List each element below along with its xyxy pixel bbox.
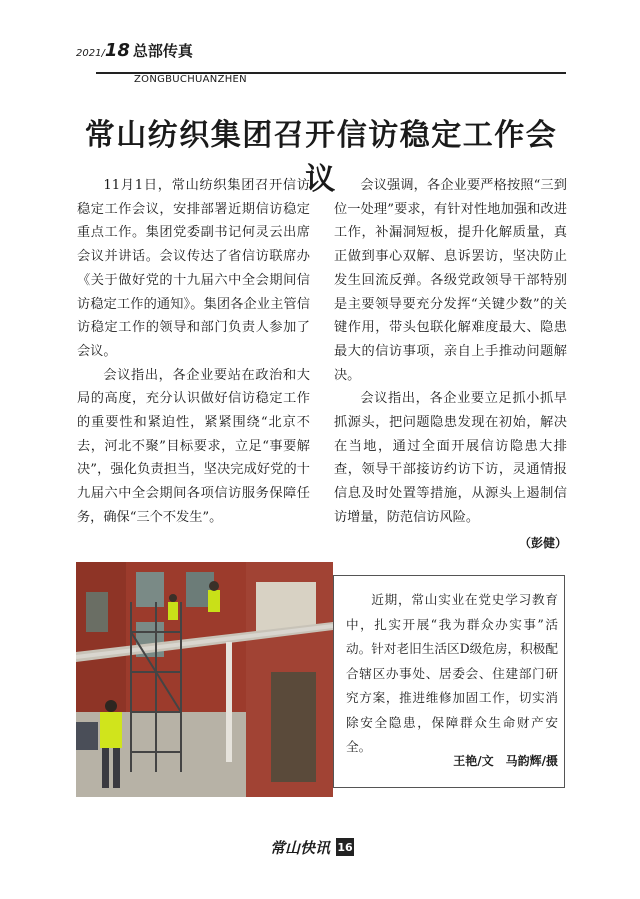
article-title: 常山纺织集团召开信访稳定工作会议 xyxy=(84,118,558,197)
header-year: 2021/ xyxy=(76,48,105,59)
photo-illustration xyxy=(76,562,333,797)
publication-name: 常山快讯 xyxy=(270,838,331,857)
repair-work-photo xyxy=(76,562,333,797)
article-column-left xyxy=(77,174,310,530)
photo-credit: 王艳/文 马韵辉/摄 xyxy=(453,754,558,768)
article-paragraph: 会议指出，各企业要立足抓小抓早抓源头，把问题隐患发现在初始，解决在当地，通过全面开展信访隐患大排查，领导干部接访约访下访，灵通情报信息及时处置等措施，从源头上遏制信访增量，防范信访风险。 xyxy=(334,391,567,525)
article-paragraph: 会议指出，各企业要站在政治和大局的高度，充分认识做好信访稳定工作的重要性和紧迫性，紧紧围绕“北京不去，河北不聚”目标要求，立足“事要解决”，强化负责担当，坚决完成好党的十九届六中全会期间各项信访服务保障任务，确保“三个不发生”。 xyxy=(77,367,310,525)
photo-caption-text: 近期，常山实业在党史学习教育中，扎实开展“我为群众办实事”活动。针对老旧生活区D级危房，积极配合辖区办事处、居委会、住建部门研究方案，推进维修加固工作，切实消除安全隐患，保障群众生命财产安全。 xyxy=(346,592,558,754)
header-pinyin: ZONGBUCHUANZHEN xyxy=(134,74,247,85)
article-paragraph: 会议强调，各企业要严格按照“三到位一处理”要求，有针对性地加强和改进工作，补漏洞短板，提升化解质量，真正做到事心双解、息诉罢访，坚决防止发生回流反弹。各级党政领导干部特别是主要领导要充分发挥“关键少数”的关键作用，带头包联化解难度最大、隐患最大的信访事项，亲自上手推动问题解决。 xyxy=(334,178,567,383)
running-header xyxy=(76,40,566,61)
article-column-right xyxy=(334,174,567,555)
article-paragraph: 11月1日，常山纺织集团召开信访稳定工作会议，安排部署近期信访稳定重点工作。集团党委副书记何灵云出席会议并讲话。会议传达了省信访联席办《关于做好党的十九届六中全会期间信访稳定工作的通知》。集团各企业主管信访稳定工作的领导和部门负责人参加了会议。 xyxy=(77,178,310,359)
page-number: 16 xyxy=(336,838,354,856)
page-footer xyxy=(270,836,354,858)
article-author: （彭健） xyxy=(518,535,567,550)
header-issue-number: 18 xyxy=(104,40,130,61)
header-section-title: 总部传真 xyxy=(132,42,193,60)
photo-caption xyxy=(346,588,558,760)
